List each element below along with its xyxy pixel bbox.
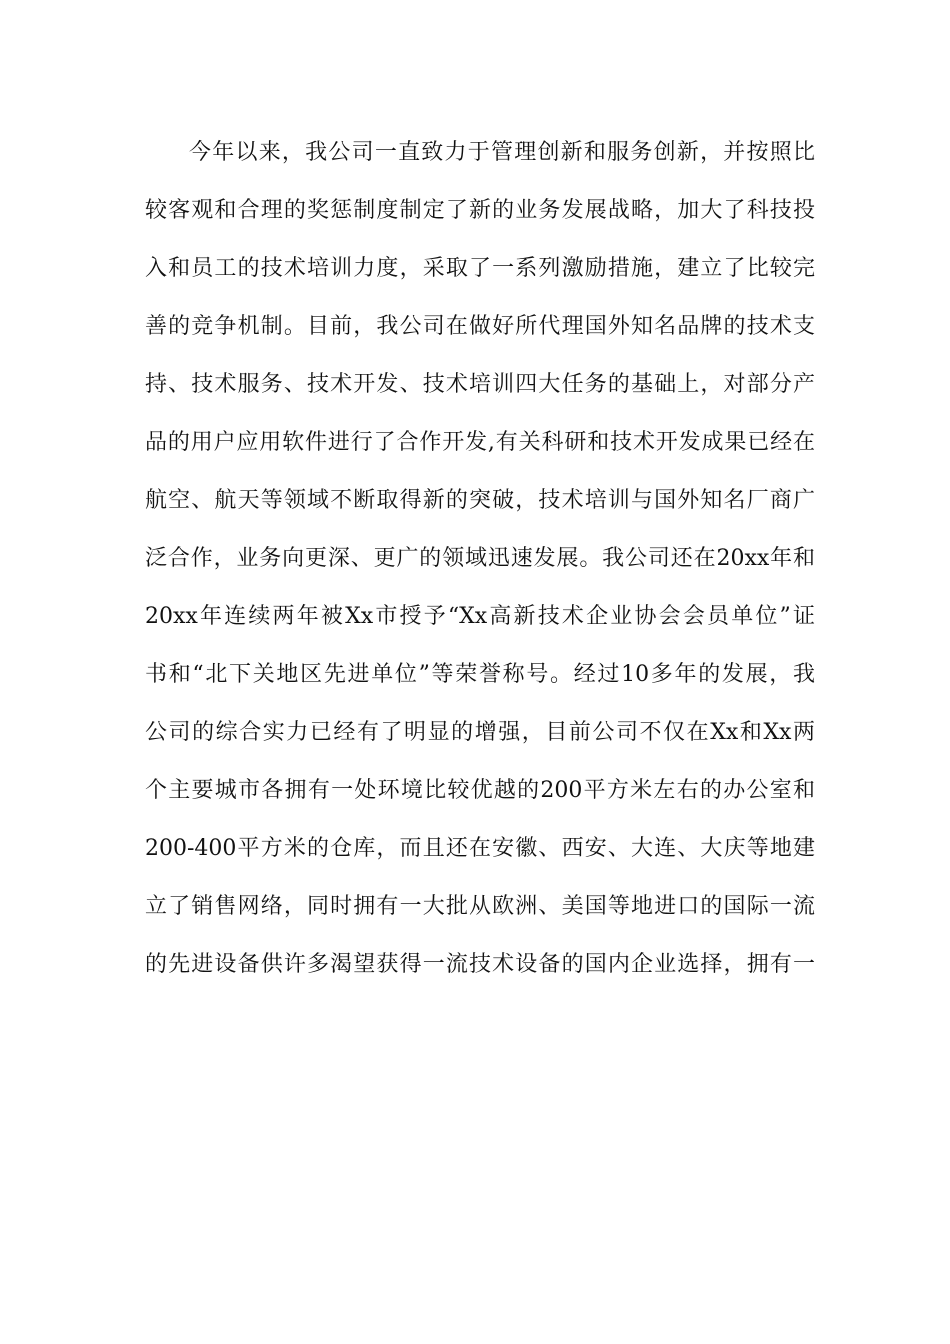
paragraph-line: 20xx年连续两年被Xx市授予“Xx高新技术企业协会会员单位”证 [145, 604, 815, 629]
paragraph-line: 今年以来，我公司一直致力于管理创新和服务创新，并按照比 [189, 140, 815, 165]
paragraph-line: 书和“北下关地区先进单位”等荣誉称号。经过10多年的发展，我 [145, 662, 815, 687]
paragraph-line: 个主要城市各拥有一处环境比较优越的200平方米左右的办公室和 [145, 778, 815, 803]
paragraph-line: 200-400平方米的仓库，而且还在安徽、西安、大连、大庆等地建 [145, 836, 815, 861]
paragraph-line: 善的竞争机制。目前，我公司在做好所代理国外知名品牌的技术支 [145, 314, 815, 339]
paragraph-line: 较客观和合理的奖惩制度制定了新的业务发展战略，加大了科技投 [145, 198, 815, 223]
body-paragraph [145, 130, 815, 1000]
paragraph-line: 的先进设备供许多渴望获得一流技术设备的国内企业选择，拥有一 [145, 952, 815, 977]
paragraph-line: 泛合作，业务向更深、更广的领域迅速发展。我公司还在20xx年和 [145, 546, 815, 571]
paragraph-line: 公司的综合实力已经有了明显的增强，目前公司不仅在Xx和Xx两 [145, 720, 816, 745]
paragraph-line: 立了销售网络，同时拥有一大批从欧洲、美国等地进口的国际一流 [145, 894, 815, 919]
paragraph-line: 持、技术服务、技术开发、技术培训四大任务的基础上，对部分产 [145, 372, 815, 397]
paragraph-line: 航空、航天等领域不断取得新的突破，技术培训与国外知名厂商广 [145, 488, 815, 513]
paragraph-line: 入和员工的技术培训力度，采取了一系列激励措施，建立了比较完 [145, 256, 815, 281]
paragraph-line: 品的用户应用软件进行了合作开发,有关科研和技术开发成果已经在 [145, 430, 815, 455]
